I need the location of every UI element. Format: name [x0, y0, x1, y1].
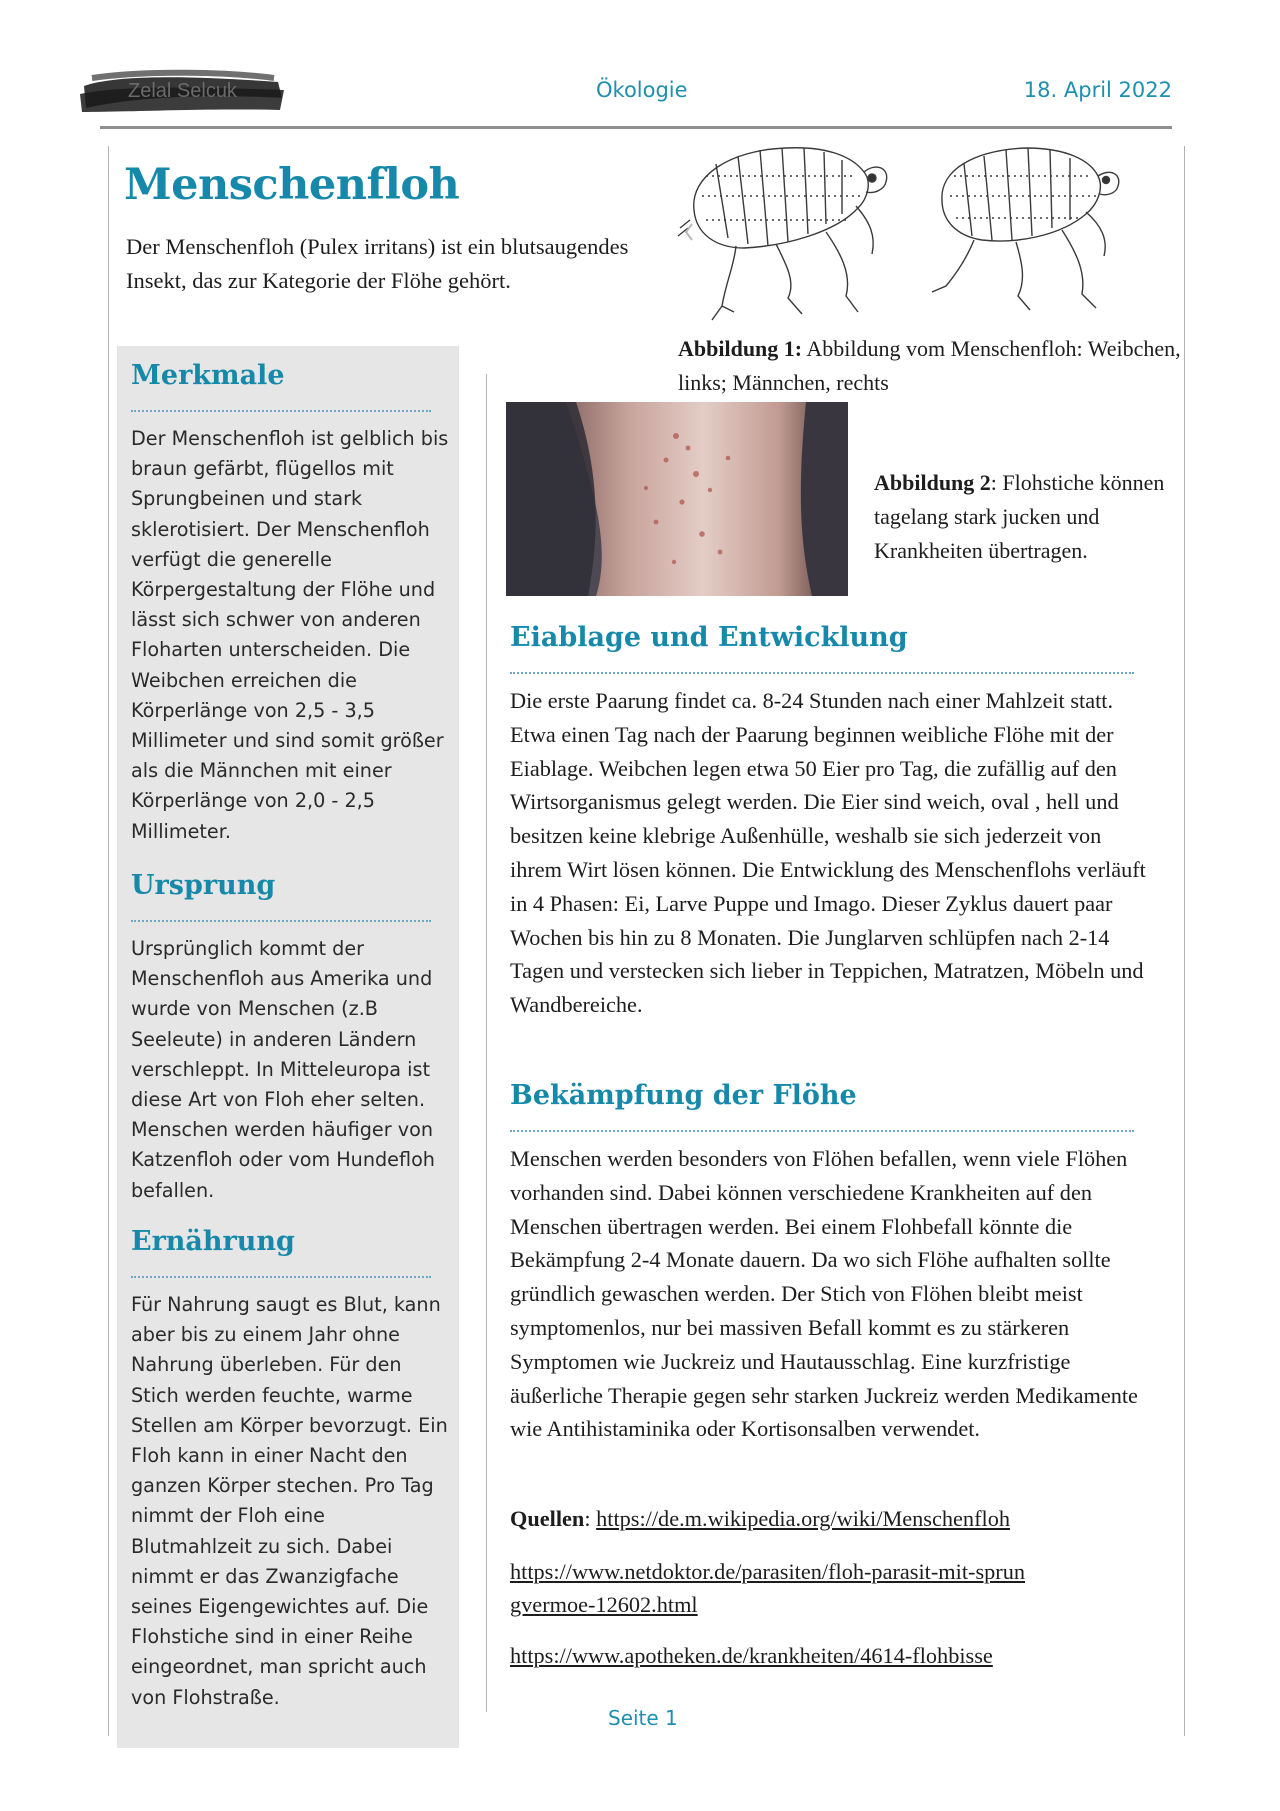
section-text-eiablage: Die erste Paarung findet ca. 8-24 Stunden nach einer Mahlzeit statt. Etwa einen Tag nach der Paarung beginnen weibliche Flöhe mit der Eiablage. Weibchen legen etwa 50 Eier pro Tag, die zufällig auf den Wirtsorganismus gelegt werden. Die Eier sind weich, oval , hell und besitzen keine klebrige Außenhülle, weshalb sie sich jederzeit von ihrem Wirt lösen können. Die Entwicklung des Menschenflohs verläuft in 4 Phasen: Ei, Larve Puppe und Imago. Dieser Zyklus dauert paar Wochen bis hin zu 8 Monaten. Die Junglarven schlüpfen nach 2-14 Tagen und verstecken sich lieber in Teppichen, Matratzen, Möbeln und Wandbereiche. [510, 688, 1146, 1018]
section-divider [510, 1130, 1134, 1132]
sidebar-heading-merkmale: Merkmale [131, 360, 285, 391]
sidebar-panel [117, 346, 459, 1748]
header-subject: Ökologie [596, 78, 688, 102]
section-text-bekaempfung: Menschen werden besonders von Flöhen befallen, wenn viele Flöhen vorhanden sind. Dabei können verschiedene Krankheiten auf den Menschen übertragen werden. Bei einem Flohbefall könnte die Bekämpfung 2-4 Monate dauern. Da wo sich Flöhe aufhalten sollte gründlich gewaschen werden. Der Stich von Flöhen bleibt meist symptomenlos, nur bei massiven Befall kommt es zu stärkeren Symptomen wie Juckreiz und Hautausschlag. Eine kurzfristige äußerliche Therapie gegen sehr starken Juckreiz werden Medikamente wie Antihistaminika oder Kortisonsalben verwendet. [510, 1146, 1138, 1442]
redacted-author [78, 68, 286, 118]
author-name: Zelal Selcuk [128, 80, 237, 102]
sources [510, 1502, 1160, 1672]
flea-bites-photo [506, 402, 848, 596]
sidebar-heading-ernaehrung: Ernährung [131, 1226, 295, 1257]
section-heading-bekaempfung: Bekämpfung der Flöhe [510, 1080, 857, 1111]
sidebar-text-merkmale: Der Menschenfloh ist gelblich bis braun gefärbt, flügellos mit Sprungbeinen und stark sklerotisiert. Der Menschenfloh verfügt die generelle Körpergestaltung der Flöhe und lässt sich schwer von anderen Floharten unterscheiden. Die Weibchen erreichen die Körperlänge von 2,5 - 3,5 Millimeter und sind somit größer als die Männchen mit einer Körperlänge von 2,0 - 2,5 Millimeter. [131, 427, 449, 843]
female-flea-drawing [678, 148, 887, 320]
sidebar-divider [131, 410, 431, 412]
header-date: 18. April 2022 [1023, 78, 1172, 102]
sources-colon: : [584, 1506, 597, 1531]
sidebar-text-ernaehrung: Für Nahrung saugt es Blut, kann aber bis zu einem Jahr ohne Nahrung überleben. Für den Stich werden feuchte, warme Stellen am Körper bevorzugt. Ein Floh kann in einer Nacht den ganzen Körper stechen. Pro Tag nimmt der Floh eine Blutmahlzeit zu sich. Dabei nimmt er das Zwanzigfache seines Eigengewichtes auf. Die Flohstiche sind in einer Reihe eingeordnet, man spricht auch von Flohstraße. [131, 1293, 448, 1709]
figure-2-label: Abbildung 2 [874, 470, 991, 495]
source-row [510, 1502, 1160, 1535]
sidebar-divider [131, 1276, 431, 1278]
source-row [510, 1555, 1030, 1621]
carousel-arrow-icon [686, 224, 692, 240]
source-link-netdoktor[interactable]: https://www.netdoktor.de/parasiten/floh-parasit-mit-sprungvermoe-12602.html [510, 1559, 1025, 1617]
page-title: Menschenfloh [124, 160, 460, 210]
figure-1-label: Abbildung 1: [678, 336, 803, 361]
sidebar-heading-ursprung: Ursprung [131, 870, 276, 901]
male-flea-drawing [932, 148, 1119, 310]
sidebar-text-ursprung: Ursprünglich kommt der Menschenfloh aus Amerika und wurde von Menschen (z.B Seeleute) in anderen Ländern verschleppt. In Mitteleuropa ist diese Art von Floh eher selten. Menschen werden häufiger von Katzenfloh oder vom Hundefloh befallen. [131, 937, 435, 1202]
figure-2-text: : Flohstiche können tagelang stark jucken und Krankheiten übertragen. [874, 470, 1165, 563]
intro-paragraph: Der Menschenfloh (Pulex irritans) ist ein blutsaugendes Insekt, das zur Kategorie der Flöhe gehört. [126, 234, 629, 293]
page-number: Seite 1 [608, 1706, 678, 1730]
header-rule [100, 126, 1172, 129]
frame-line-middle [486, 374, 487, 1712]
section-divider [510, 672, 1134, 674]
figure-1-caption [678, 332, 1198, 400]
figure-1-text: Abbildung vom Menschenfloh: Weibchen, links; Männchen, rechts [678, 336, 1181, 395]
source-link-apotheken[interactable]: https://www.apotheken.de/krankheiten/4614-flohbisse [510, 1643, 993, 1668]
source-link-wikipedia[interactable]: https://de.m.wikipedia.org/wiki/Menschenfloh [596, 1506, 1010, 1531]
sources-label: Quellen [510, 1506, 585, 1531]
section-heading-eiablage: Eiablage und Entwicklung [510, 622, 908, 653]
source-row [510, 1639, 1160, 1672]
sidebar-divider [131, 920, 431, 922]
figure-2-caption [874, 466, 1174, 568]
frame-line-left [108, 146, 109, 1736]
flea-illustration [676, 136, 1180, 322]
